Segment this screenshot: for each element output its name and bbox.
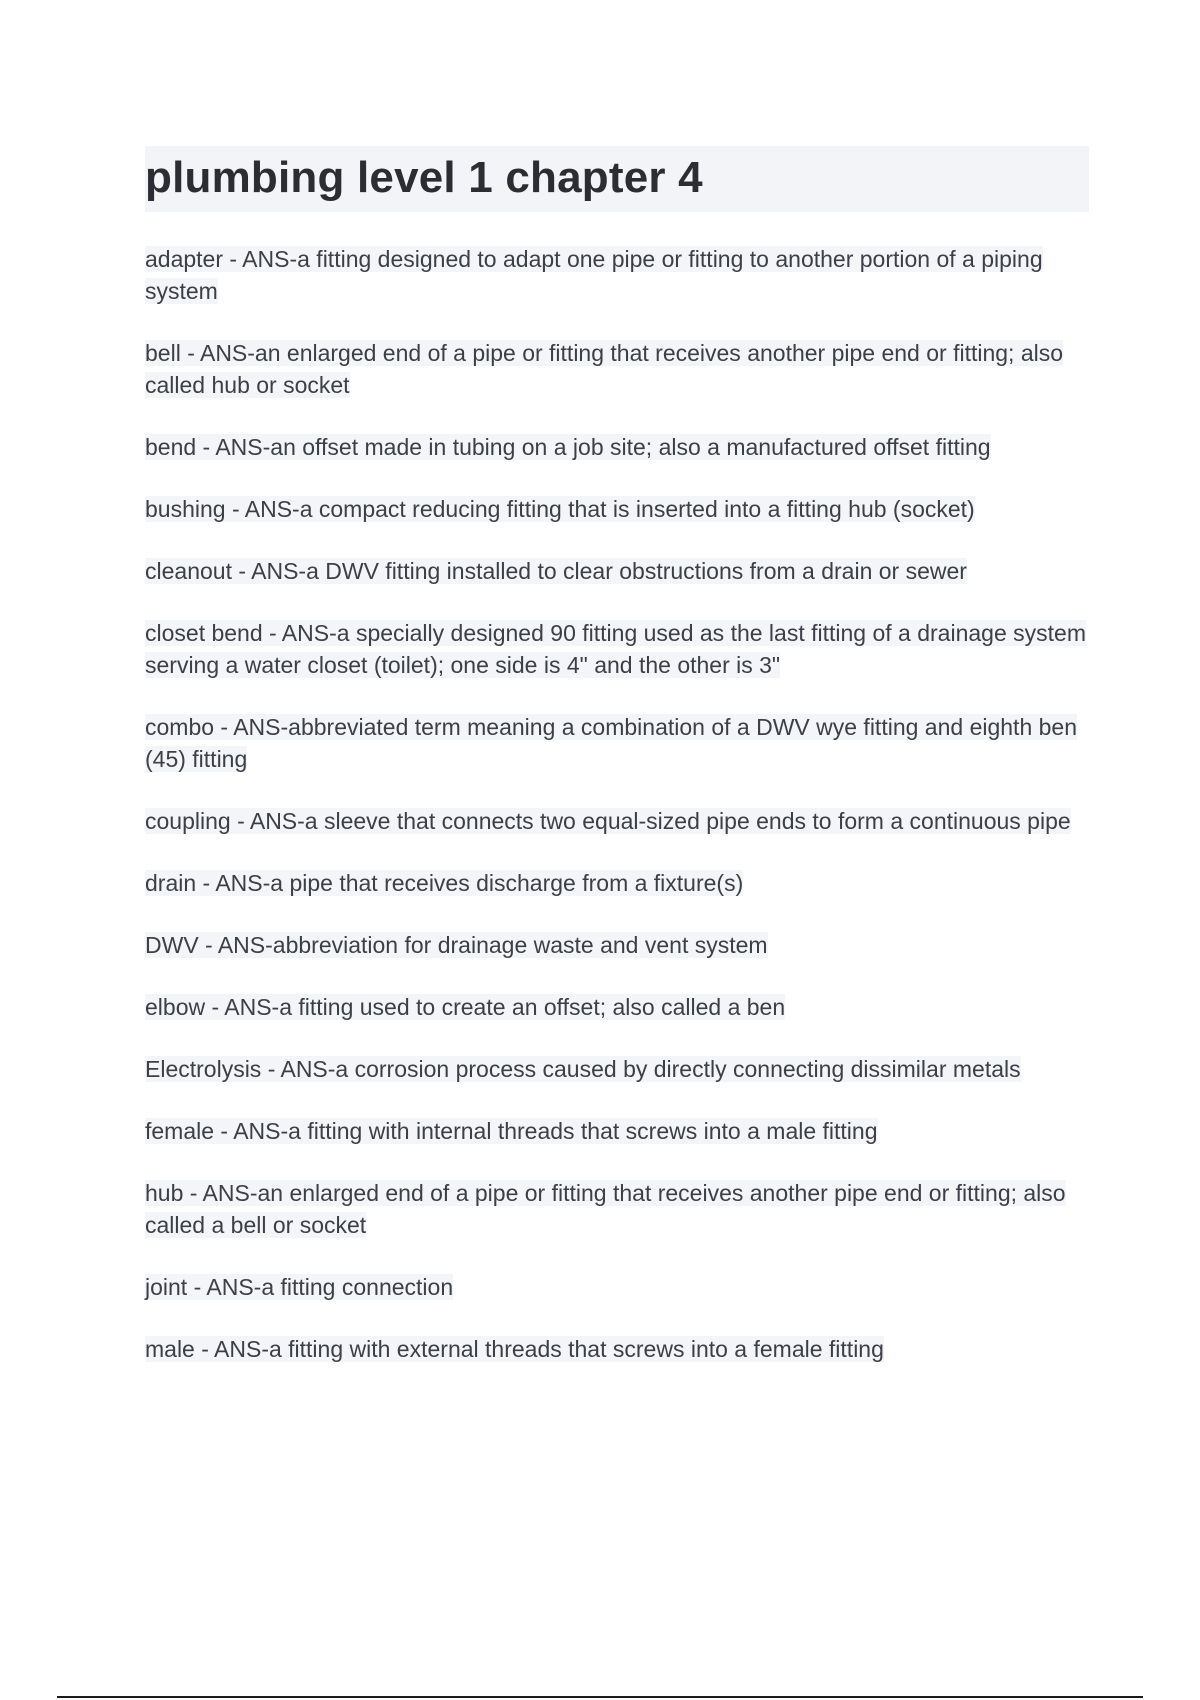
flashcard-entry bbox=[145, 867, 1089, 899]
entry-text: hub - ANS-an enlarged end of a pipe or fitting that receives another pipe end or fitting; also called a bell or socket bbox=[145, 1180, 1066, 1238]
title-banner bbox=[145, 146, 1089, 212]
flashcard-entry bbox=[145, 805, 1089, 837]
entry-text: bell - ANS-an enlarged end of a pipe or fitting that receives another pipe end or fitting; also called hub or socket bbox=[145, 340, 1064, 398]
entry-text: adapter - ANS-a fitting designed to adapt one pipe or fitting to another portion of a piping system bbox=[145, 246, 1043, 304]
entry-text: Electrolysis - ANS-a corrosion process caused by directly connecting dissimilar metals bbox=[145, 1056, 1021, 1082]
flashcard-entry bbox=[145, 1333, 1089, 1365]
flashcard-entry bbox=[145, 493, 1089, 525]
flashcard-entry bbox=[145, 617, 1089, 681]
flashcard-entry bbox=[145, 929, 1089, 961]
footer-divider bbox=[57, 1696, 1143, 1698]
entry-text: bend - ANS-an offset made in tubing on a job site; also a manufactured offset fitting bbox=[145, 434, 991, 460]
flashcard-entry bbox=[145, 243, 1089, 307]
entry-text: male - ANS-a fitting with external threads that screws into a female fitting bbox=[145, 1336, 884, 1362]
page-title: plumbing level 1 chapter 4 bbox=[145, 153, 703, 202]
entry-text: closet bend - ANS-a specially designed 90 fitting used as the last fitting of a drainage system serving a water closet (toilet); one side is 4" and the other is 3" bbox=[145, 620, 1086, 678]
entry-text: DWV - ANS-abbreviation for drainage waste and vent system bbox=[145, 932, 768, 958]
entry-text: female - ANS-a fitting with internal threads that screws into a male fitting bbox=[145, 1118, 878, 1144]
entry-text: bushing - ANS-a compact reducing fitting that is inserted into a fitting hub (socket) bbox=[145, 496, 975, 522]
flashcard-entry bbox=[145, 1271, 1089, 1303]
flashcard-entry bbox=[145, 555, 1089, 587]
flashcard-entry bbox=[145, 431, 1089, 463]
entry-text: joint - ANS-a fitting connection bbox=[145, 1274, 454, 1300]
flashcard-entry bbox=[145, 1053, 1089, 1085]
flashcard-list bbox=[145, 243, 1089, 1395]
flashcard-entry bbox=[145, 711, 1089, 775]
flashcard-entry bbox=[145, 991, 1089, 1023]
entry-text: elbow - ANS-a fitting used to create an offset; also called a ben bbox=[145, 994, 786, 1020]
entry-text: drain - ANS-a pipe that receives discharge from a fixture(s) bbox=[145, 870, 744, 896]
flashcard-entry bbox=[145, 1115, 1089, 1147]
flashcard-entry bbox=[145, 1177, 1089, 1241]
entry-text: combo - ANS-abbreviated term meaning a combination of a DWV wye fitting and eighth ben (45) fitting bbox=[145, 714, 1077, 772]
entry-text: cleanout - ANS-a DWV fitting installed to clear obstructions from a drain or sewer bbox=[145, 558, 967, 584]
flashcard-entry bbox=[145, 337, 1089, 401]
entry-text: coupling - ANS-a sleeve that connects two equal-sized pipe ends to form a continuous pipe bbox=[145, 808, 1071, 834]
